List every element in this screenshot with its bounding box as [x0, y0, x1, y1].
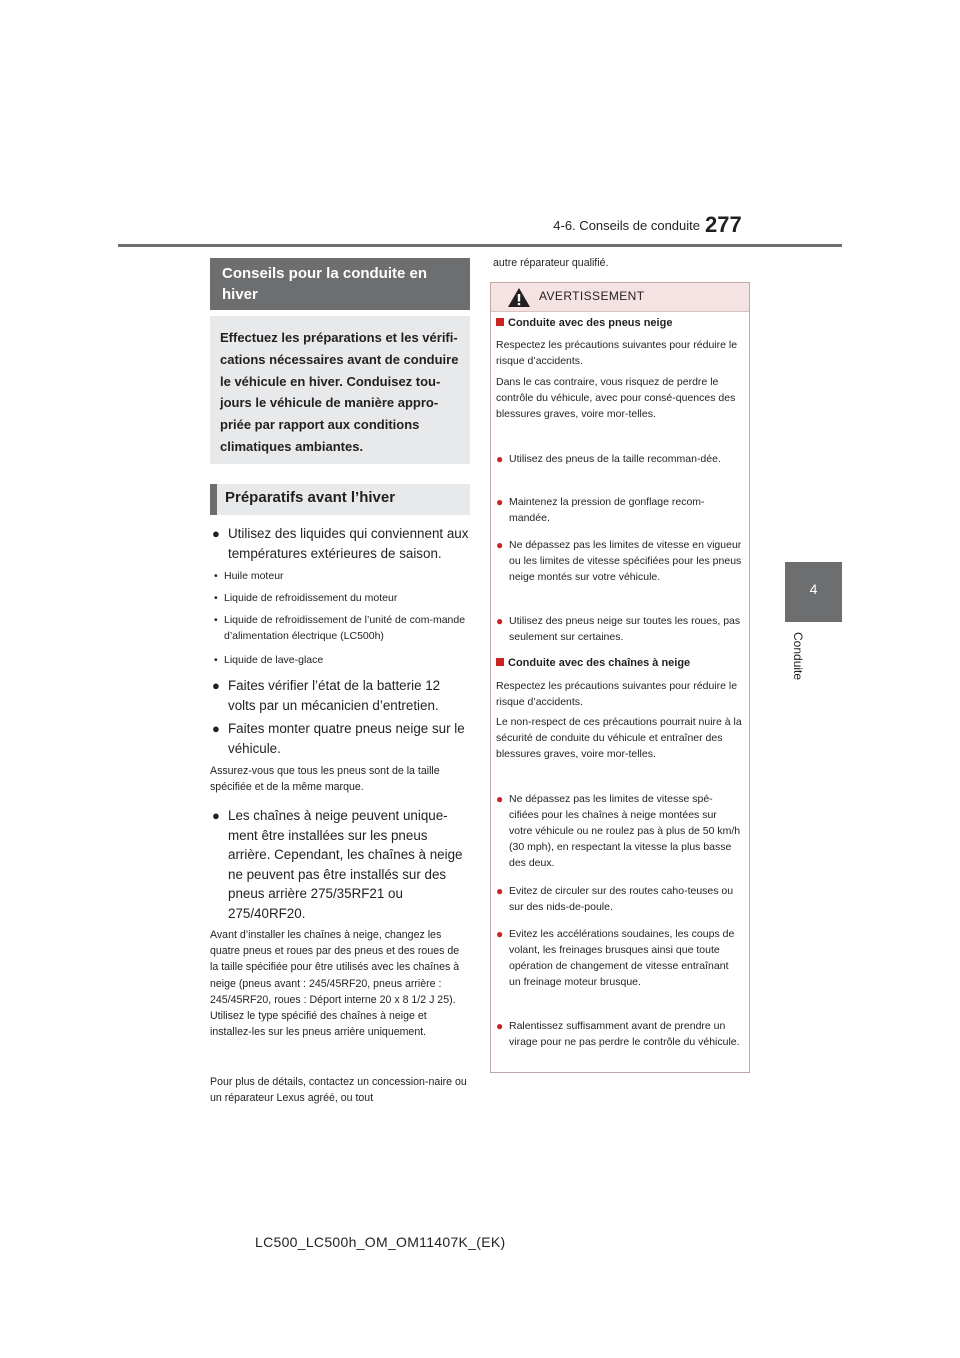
- warning-bullet: ● Evitez les accélérations soudaines, les coups de volant, les freinages brusques ainsi que toute opération de changement de vitesse entraînant un freinage moteur brusque.: [496, 927, 735, 988]
- warning-bullet: ● Utilisez des pneus neige sur toutes les roues, pas seulement sur certaines.: [496, 614, 741, 643]
- bullet-icon: ●: [496, 538, 504, 552]
- warning-paragraph: Dans le cas contraire, vous risquez de perdre le contrôle du véhicule, avec pour consé-quences des blessures graves, voire mor-telles.: [496, 376, 736, 420]
- warning-bullet: ● Ne dépassez pas les limites de vitesse en vigueur ou les limites de vitesse spécifiées pour les pneus neige montés sur votre véhicule.: [496, 538, 742, 583]
- warning-paragraph: Respectez les précautions suivantes pour réduire le risque d’accidents.: [496, 680, 738, 708]
- square-bullet-icon: [496, 658, 504, 666]
- warning-triangle-icon: [507, 287, 531, 313]
- bullet-fluids: ● Utilisez des liquides qui conviennent aux températures extérieures de saison.: [212, 526, 469, 561]
- warning-bullet: ● Maintenez la pression de gonflage recom-mandée.: [496, 495, 705, 524]
- warning-paragraph: Respectez les précautions suivantes pour réduire le risque d’accidents.: [496, 339, 738, 367]
- warning-paragraph: Le non-respect de ces précautions pourrait nuire à la sécurité de conduite du véhicule et entraîner des blessures graves, voire mor-telles.: [496, 716, 742, 760]
- header-rule: [118, 244, 842, 247]
- heading-winter-prep: Préparatifs avant l’hiver: [210, 484, 470, 515]
- bullet-icon: ●: [496, 614, 504, 628]
- warning-bullet: ● Ralentissez suffisamment avant de prendre un virage pour ne pas perdre le contrôle du véhicule.: [496, 1019, 740, 1048]
- chapter-label: Conduite: [791, 632, 805, 681]
- bullet-icon: ●: [212, 526, 220, 541]
- warning-bullet: ● Utilisez des pneus de la taille recomman-dée.: [496, 452, 721, 466]
- warning-bullet: ● Ne dépassez pas les limites de vitesse spé-cifiées pour les chaînes à neige montées sur votre véhicule ou ne roulez pas à plus de 50 km/h (30 mph), en respectant la vitesse la plus basse des deux.: [496, 792, 741, 869]
- bullet-icon: ●: [212, 721, 220, 736]
- warning-title: AVERTISSEMENT: [539, 289, 645, 303]
- sub-item: • Liquide de refroidissement du moteur: [214, 592, 398, 604]
- section-title: 4-6. Conseils de conduite: [553, 218, 700, 233]
- subheading-snow-chains: Conduite avec des chaînes à neige: [496, 657, 690, 669]
- heading-winter-driving: Conseils pour la conduite en hiver: [210, 258, 470, 310]
- note-chain-install: Avant d’installer les chaînes à neige, changez les quatre pneus et roues par des pneus et des roues de la taille spécifiée pour être utilisés avec les chaînes à neige (pneus avant : 245/45RF20, pneus arrière : 245/45RF20, roues : Déport interne 20 x 8 1/2 J 25). Utilisez le type spécifié des chaînes à neige et installez-les sur les pneus arrière uniquement.: [210, 929, 460, 1039]
- bullet-icon: ●: [212, 678, 220, 693]
- bullet-snow-chains: ● Les chaînes à neige peuvent unique-ment être installées sur les pneus arrière. Cependant, les chaînes à neige ne peuvent pas être installés sur des pneus arrière 275/35RF21 ou 275/40RF20.: [212, 808, 463, 921]
- note-contact: Pour plus de détails, contactez un concession-naire ou un réparateur Lexus agréé, ou tout: [210, 1076, 467, 1105]
- bullet-icon: ●: [496, 927, 504, 941]
- continuation-text: autre réparateur qualifié.: [493, 257, 609, 269]
- subheading-snow-tires: Conduite avec des pneus neige: [496, 317, 672, 329]
- sub-item: • Liquide de lave-glace: [214, 654, 324, 666]
- bullet-icon: ●: [496, 792, 504, 806]
- warning-bullet: ● Evitez de circuler sur des routes caho-teuses ou sur des nids-de-poule.: [496, 884, 734, 913]
- bullet-battery: ● Faites vérifier l’état de la batterie 12 volts par un mécanicien d’entretien.: [212, 678, 441, 713]
- sub-item: • Liquide de refroidissement de l’unité de com-mande d’alimentation électrique (LC500h): [214, 614, 466, 642]
- document-code: LC500_LC500h_OM_OM11407K_(EK): [255, 1234, 506, 1250]
- chapter-number: 4: [809, 581, 818, 597]
- note-tire-size: Assurez-vous que tous les pneus sont de la taille spécifiée et de la même marque.: [210, 765, 440, 794]
- sub-item: • Huile moteur: [214, 570, 284, 582]
- bullet-icon: ●: [496, 884, 504, 898]
- square-bullet-icon: [496, 318, 504, 326]
- bullet-icon: ●: [496, 452, 504, 466]
- bullet-icon: ●: [496, 495, 504, 509]
- bullet-icon: ●: [496, 1019, 504, 1033]
- bullet-snow-tires: ● Faites monter quatre pneus neige sur le véhicule.: [212, 721, 465, 756]
- bullet-icon: ●: [212, 808, 220, 823]
- page-number: 277: [705, 212, 742, 237]
- intro-box: Effectuez les préparations et les vérifi-cations nécessaires avant de conduire le véhicule en hiver. Conduisez tou-jours le véhicule de manière appro-priée par rapport aux conditions climatiques ambiantes.: [210, 316, 470, 464]
